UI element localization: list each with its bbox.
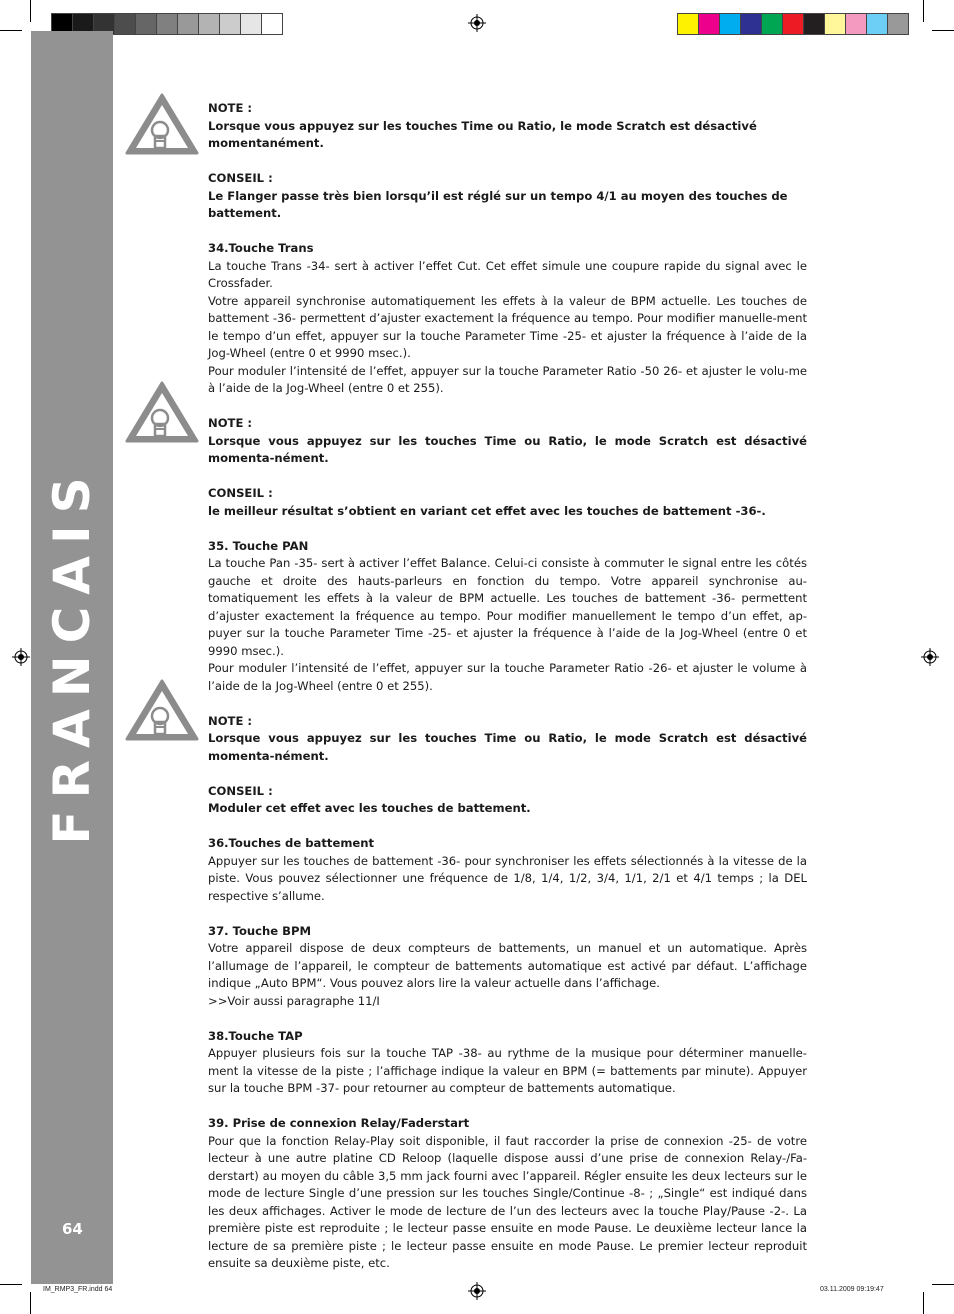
language-label: FRANCAIS [43, 465, 101, 845]
note-text: Lorsque vous appuyez sur les touches Time ou Ratio, le mode Scratch est désactivé momentanément. [208, 118, 757, 150]
section-title: 34.Touche Trans [208, 241, 314, 255]
section-37 [208, 923, 807, 1011]
tip-label: CONSEIL : [208, 171, 273, 185]
tip-label: CONSEIL : [208, 783, 273, 798]
section-36 [208, 835, 807, 905]
note-text: Lorsque vous appuyez sur les touches Time ou Ratio, le mode Scratch est désactivé momenta-nément. [208, 731, 807, 763]
section-title: 35. Touche PAN [208, 538, 309, 553]
color-swatch [825, 14, 846, 34]
color-swatch [136, 14, 157, 34]
section-title: 38.Touche TAP [208, 1028, 303, 1043]
section-title: 39. Prise de connexion Relay/Faderstart [208, 1116, 470, 1130]
paragraph: Pour moduler l’intensité de l’effet, appuyer sur la touche Parameter Ratio -26- et ajuster le volume à l’aide de la Jog-Wheel (entre 0 et 255). [208, 661, 807, 693]
page-content [208, 100, 807, 1290]
warning-lightbulb-icon [124, 92, 200, 156]
process-color-bar [677, 13, 909, 35]
registration-mark-icon [468, 14, 486, 32]
section-35 [208, 538, 807, 696]
crop-mark [30, 0, 31, 22]
tip-block [208, 170, 807, 223]
note-label: NOTE : [208, 416, 253, 430]
color-swatch [699, 14, 720, 34]
section-38 [208, 1028, 807, 1098]
warning-lightbulb-icon [124, 678, 200, 742]
tip-block [208, 485, 807, 520]
section-39 [208, 1115, 807, 1273]
section-34 [208, 240, 807, 398]
registration-mark-icon [921, 648, 939, 666]
crop-mark [932, 30, 954, 31]
warning-lightbulb-icon [124, 380, 200, 444]
color-swatch [804, 14, 825, 34]
tip-text: Moduler cet effet avec les touches de battement. [208, 801, 531, 815]
paragraph: Appuyer plusieurs fois sur la touche TAP -38- au rythme de la musique pour déterminer manuelle-ment la vitesse de la piste ; l’affichage indique la valeur en BPM (= battements par minute). Appuyer sur la touche BPM -37- pour retourner au compteur de battements automatique. [208, 1046, 807, 1095]
color-swatch [157, 14, 178, 34]
note-block [208, 713, 807, 766]
crop-mark [0, 30, 22, 31]
crop-mark [932, 1284, 954, 1285]
paragraph: Pour que la fonction Relay-Play soit disponible, il faut raccorder la prise de connexion -25- de votre lecteur à une autre platine CD Reloop (laquelle dispose aussi d’une prise de connexion Relay-/Fa-derstart) au moyen du câble 3,5 mm jack fourni avec l’appareil. Régler ensuite les deux lecteurs sur le mode de lecture Single d’une pression sur les touches Single/Continue -8- ; „Single“ est indiqué dans les deux affichages. Activer le mode de lecture de l’un des lecteurs avec la touche Play/Pause -2-. La première piste est reproduite ; le lecteur passe ensuite en mode Pause. Le deuxième lecteur lance la lecture de sa première piste ; le lecteur passe ensuite en mode Pause. Le premier lecteur reproduit ensuite sa deuxième piste, etc. [208, 1133, 807, 1270]
file-info: IM_RMP3_FR.indd 64 [43, 1286, 113, 1293]
note-text: Lorsque vous appuyez sur les touches Time ou Ratio, le mode Scratch est désactivé momenta-nément. [208, 433, 807, 465]
note-block [208, 100, 807, 153]
paragraph: Votre appareil synchronise automatiquement les effets à la valeur de BPM actuelle. Les touches de battement -36- permettent d’ajuster exactement la fréquence au tempo. Pour modifier manuelle-ment le tempo d’un effet, appuyer sur la touche Parameter Time -25- et ajuster la fréquence à l’aide de la Jog-Wheel (entre 0 et 9990 msec.). [208, 293, 807, 360]
tip-text: Le Flanger passe très bien lorsqu’il est réglé sur un tempo 4/1 au moyen des touches de battement. [208, 188, 788, 220]
crop-mark [0, 1284, 22, 1285]
tip-label: CONSEIL : [208, 486, 273, 500]
crop-mark [923, 0, 924, 22]
paragraph: Pour moduler l’intensité de l’effet, appuyer sur la touche Parameter Ratio -50 26- et ajuster le volu-me à l’aide de la Jog-Wheel (entre 0 et 255). [208, 363, 807, 395]
color-swatch [867, 14, 888, 34]
color-swatch [178, 14, 199, 34]
color-swatch [720, 14, 741, 34]
color-swatch [888, 14, 908, 34]
paragraph: >>Voir aussi paragraphe 11/I [208, 993, 380, 1008]
color-swatch [199, 14, 220, 34]
page-number: 64 [62, 1220, 83, 1238]
crop-mark [30, 1292, 31, 1314]
tip-text: le meilleur résultat s’obtient en variant cet effet avec les touches de battement -36-. [208, 503, 766, 518]
section-title: 37. Touche BPM [208, 923, 312, 938]
section-title: 36.Touches de battement [208, 836, 375, 850]
crop-mark [923, 1292, 924, 1314]
note-block [208, 415, 807, 468]
color-swatch [678, 14, 699, 34]
color-swatch [241, 14, 262, 34]
date-info: 03.11.2009 09:19:47 [820, 1286, 884, 1293]
note-label: NOTE : [208, 713, 253, 728]
color-swatch [220, 14, 241, 34]
tip-block [208, 783, 807, 818]
note-label: NOTE : [208, 101, 253, 115]
color-swatch [741, 14, 762, 34]
registration-mark-icon [12, 648, 30, 666]
color-swatch [846, 14, 867, 34]
color-swatch [783, 14, 804, 34]
paragraph: Appuyer sur les touches de battement -36- pour synchroniser les effets sélectionnés à la vitesse de la piste. Vous pouvez sélectionner une fréquence de 1/8, 1/4, 1/2, 3/4, 1/1, 2/1 et 4/1 temps ; la DEL respective s’allume. [208, 853, 807, 903]
paragraph: La touche Pan -35- sert à activer l’effet Balance. Celui-ci consiste à commuter le signal entre les côtés gauche et droite des hauts-parleurs en fonction du tempo. Votre appareil synchronise au-tomatiquement les effets à la valeur de BPM actuelle. Les touches de battement -36- permettent d’ajuster exactement la fréquence au tempo. Pour modifier manuellement le tempo d’un effet, ap-puyer sur la touche Parameter Time -25- et ajuster la fréquence à l’aide de la Jog-Wheel (entre 0 et 9990 msec.). [208, 556, 807, 658]
color-swatch [762, 14, 783, 34]
color-swatch [115, 14, 136, 34]
paragraph: La touche Trans -34- sert à activer l’effet Cut. Cet effet simule une coupure rapide du signal avec le Crossfader. [208, 258, 807, 290]
paragraph: Votre appareil dispose de deux compteurs de battements, un manuel et un automatique. Après l’allumage de l’appareil, le compteur de battements automatique est activé par défaut. L’affichage indique „Auto BPM“. Vous pouvez alors lire la valeur actuelle dans l’affichage. [208, 941, 807, 990]
color-swatch [262, 14, 282, 34]
